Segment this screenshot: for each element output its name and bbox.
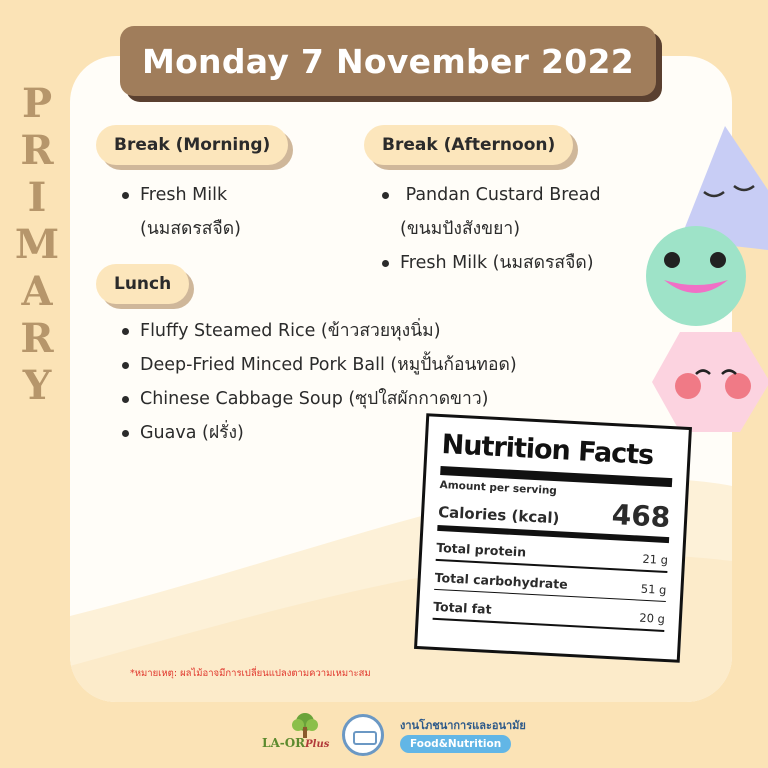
side-letter: P [21,80,53,127]
side-letter: M [14,221,60,268]
nutrient-value: 51 g [640,581,667,597]
la-or-plus-logo [262,736,329,750]
logo-main-text: LA-OR [262,736,306,750]
list-item: Fresh Milk (นมสดรสจืด) [378,246,601,280]
footnote: *หมายเหตุ: ผลไม้อาจมีการเปลี่ยนแปลงตามความเหมาะสม [130,668,371,679]
list-item: Deep-Fried Minced Pork Ball (หมูปั้นก้อนทอด) [118,348,517,382]
item-thai: (ขนมปังสังขยา) [400,219,521,239]
school-seal-logo [342,714,384,756]
side-letter: R [20,315,54,362]
date-header: Monday 7 November 2022 [120,26,656,96]
nutrition-facts-label [414,413,692,663]
nutrient-label: Total protein [435,539,527,560]
organization-name: งานโภชนาการและอนามัย [400,719,526,732]
food-nutrition-badge: Food&Nutrition [400,735,511,753]
cartoon-shapes-decoration [630,120,768,450]
list-item [118,178,241,246]
amount-per-serving-label: Amount per serving [439,479,558,498]
list-item: Fluffy Steamed Rice (ข้าวสวยหุงนิ่ม) [118,314,517,348]
item-english: Pandan Custard Bread [400,185,601,205]
calories-value: 468 [610,498,672,535]
nutrition-title: Nutrition Facts [440,429,654,472]
logo-plus-text: Plus [305,739,330,750]
side-letter: Y [22,362,52,409]
list-item: Guava (ฝรั่ง) [118,416,517,450]
list-item [378,178,601,246]
section-title-lunch: Lunch [96,264,189,304]
nutrient-label: Total fat [432,598,492,617]
nutrient-value: 20 g [638,610,666,626]
calories-label: Calories (kcal) [437,502,560,528]
nutrient-label: Total carbohydrate [434,569,569,592]
tree-logo-icon [290,712,320,738]
item-thai: (นมสดรสจืด) [140,219,241,239]
section-title-break-morning: Break (Morning) [96,125,288,165]
item-english: Fresh Milk [140,185,228,205]
break-afternoon-list [378,178,601,280]
break-morning-list [118,178,241,246]
nutrient-value: 21 g [642,551,669,568]
list-item: Chinese Cabbage Soup (ซุปใสผักกาดขาว) [118,382,517,416]
side-letter: I [27,174,47,221]
side-letter: R [20,127,54,174]
side-letter: A [21,268,53,315]
section-title-break-afternoon: Break (Afternoon) [364,125,573,165]
